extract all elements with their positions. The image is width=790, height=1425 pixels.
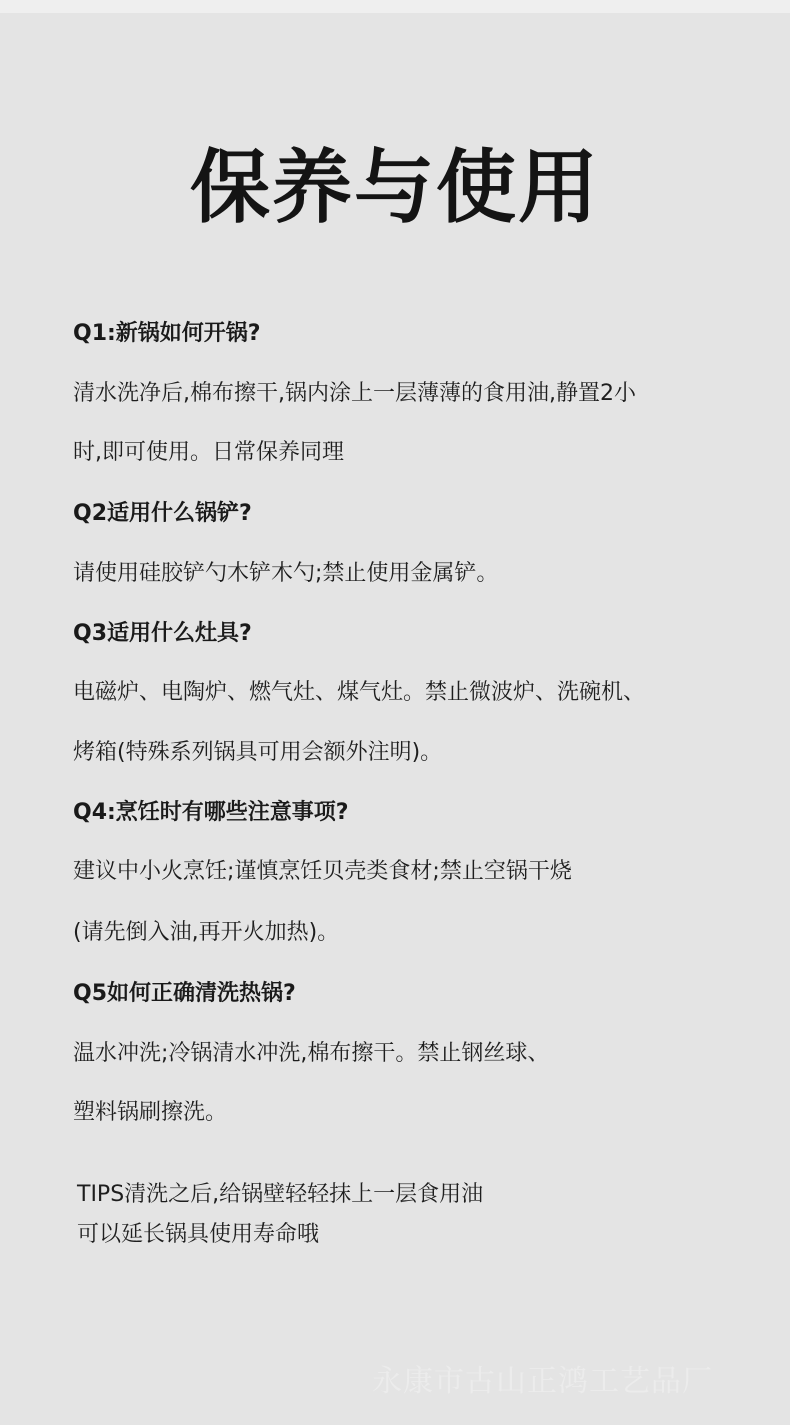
- faq-question-5: Q5如何正确清洗热锅?: [73, 981, 296, 1006]
- faq-answer-3-line-1: 电磁炉、电陶炉、燃气灶、煤气灶。禁止微波炉、洗碗机、: [73, 680, 646, 705]
- tips-line-1: TIPS清洗之后,给锅壁轻轻抹上一层食用油: [77, 1182, 484, 1207]
- faq-answer-1-line-1: 清水洗净后,棉布擦干,锅内涂上一层薄薄的食用油,静置2小: [73, 381, 636, 406]
- faq-question-3: Q3适用什么灶具?: [73, 621, 252, 646]
- faq-answer-4-line-1: 建议中小火烹饪;谨慎烹饪贝壳类食材;禁止空锅干烧: [73, 859, 572, 884]
- faq-question-4: Q4:烹饪时有哪些注意事项?: [73, 800, 349, 825]
- faq-answer-5-line-2: 塑料锅刷擦洗。: [73, 1100, 228, 1125]
- faq-answer-5-line-1: 温水冲洗;冷锅清水冲洗,棉布擦干。禁止钢丝球、: [73, 1041, 550, 1066]
- tips-line-2: 可以延长锅具使用寿命哦: [77, 1222, 320, 1247]
- watermark: 永康市古山正鸿工艺品厂: [372, 1364, 713, 1399]
- faq-answer-3-line-2: 烤箱(特殊系列锅具可用会额外注明)。: [73, 740, 443, 765]
- faq-question-1: Q1:新锅如何开锅?: [73, 321, 261, 346]
- faq-answer-2-line-1: 请使用硅胶铲勺木铲木勺;禁止使用金属铲。: [73, 561, 499, 586]
- page-title: 保养与使用: [190, 141, 600, 234]
- faq-answer-1-line-2: 时,即可使用。日常保养同理: [73, 440, 344, 465]
- faq-answer-4-line-2: (请先倒入油,再开火加热)。: [73, 920, 340, 945]
- faq-question-2: Q2适用什么锅铲?: [73, 501, 252, 526]
- top-strip: [0, 0, 790, 13]
